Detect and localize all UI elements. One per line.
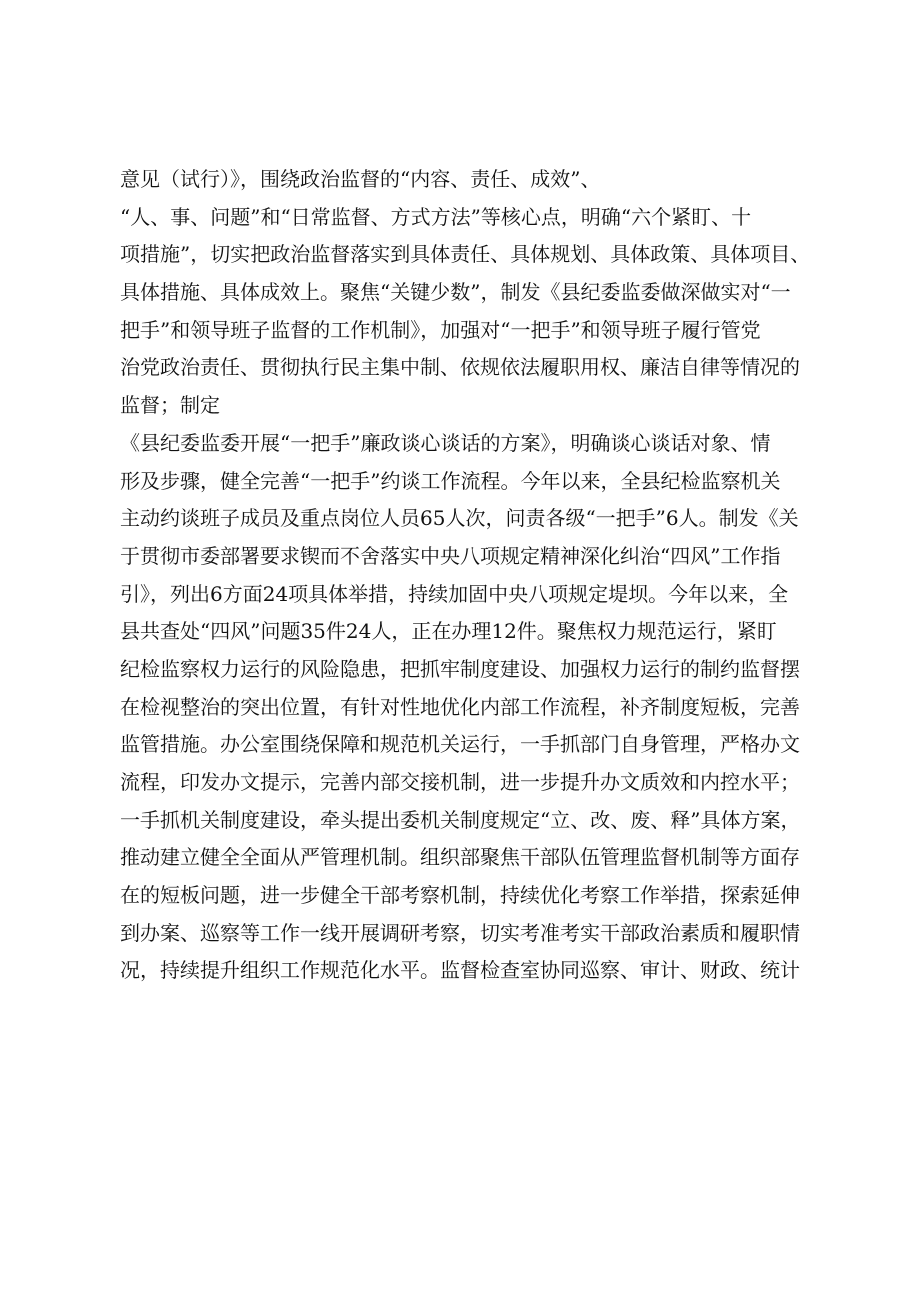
text-line: 在检视整治的突出位置，有针对性地优化内部工作流程，补齐制度短板，完善 <box>120 694 800 719</box>
text-line: “人、事、问题”和“日常监督、方式方法”等核心点，明确“六个紧盯、十 <box>120 204 752 229</box>
text-line: 形及步骤，健全完善“一把手”约谈工作流程。今年以来，全县纪检监察机关 <box>120 468 781 493</box>
text-line: 主动约谈班子成员及重点岗位人员65人次，问责各级“一把手”6人。制发《关 <box>120 506 799 531</box>
text-line: 纪检监察权力运行的风险隐患，把抓牢制度建设、加强权力运行的制约监督摆 <box>120 656 800 681</box>
text-line: 《县纪委监委开展“一把手”廉政谈心谈话的方案》，明确谈心谈话对象、情 <box>120 430 771 455</box>
text-line: 流程，印发办文提示，完善内部交接机制，进一步提升办文质效和内控水平； <box>120 770 800 794</box>
body-text <box>120 161 820 990</box>
text-line: 治党政治责任、贯彻执行民主集中制、依规依法履职用权、廉洁自律等情况的 <box>120 355 800 380</box>
text-line: 推动建立健全全面从严管理机制。组织部聚焦干部队伍管理监督机制等方面存 <box>120 845 800 870</box>
text-line: 一手抓机关制度建设，牵头提出委机关制度规定“立、改、废、释”具体方案， <box>120 807 801 832</box>
text-line: 监管措施。办公室围绕保障和规范机关运行，一手抓部门自身管理，严格办文 <box>120 732 800 757</box>
text-line: 引》，列出6方面24项具体举措，持续加固中央八项规定堤坝。今年以来，全 <box>120 581 789 606</box>
text-line: 于贯彻市委部署要求锲而不舍落实中央八项规定精神深化纠治“四风”工作指 <box>120 543 781 568</box>
text-line: 况，持续提升组织工作规范化水平。监督检查室协同巡察、审计、财政、统计 <box>120 958 800 983</box>
text-line: 到办案、巡察等工作一线开展调研考察，切实考准考实干部政治素质和履职情 <box>120 920 800 945</box>
text-line: 监督；制定 <box>120 393 220 418</box>
text-line: 项措施”，切实把政治监督落实到具体责任、具体规划、具体政策、具体项目、 <box>120 242 811 267</box>
text-line: 在的短板问题，进一步健全干部考察机制，持续优化考察工作举措，探索延伸 <box>120 883 800 908</box>
text-line: 意见（试行）》，围绕政治监督的“内容、责任、成效”、 <box>120 167 601 191</box>
text-line: 具体措施、具体成效上。聚焦“关键少数”，制发《县纪委监委做深做实对“一 <box>120 280 791 305</box>
text-line: 把手”和领导班子监督的工作机制》，加强对“一把手”和领导班子履行管党 <box>120 317 761 342</box>
text-line: 县共查处“四风”问题35件24人，正在办理12件。聚焦权力规范运行，紧盯 <box>120 619 777 644</box>
